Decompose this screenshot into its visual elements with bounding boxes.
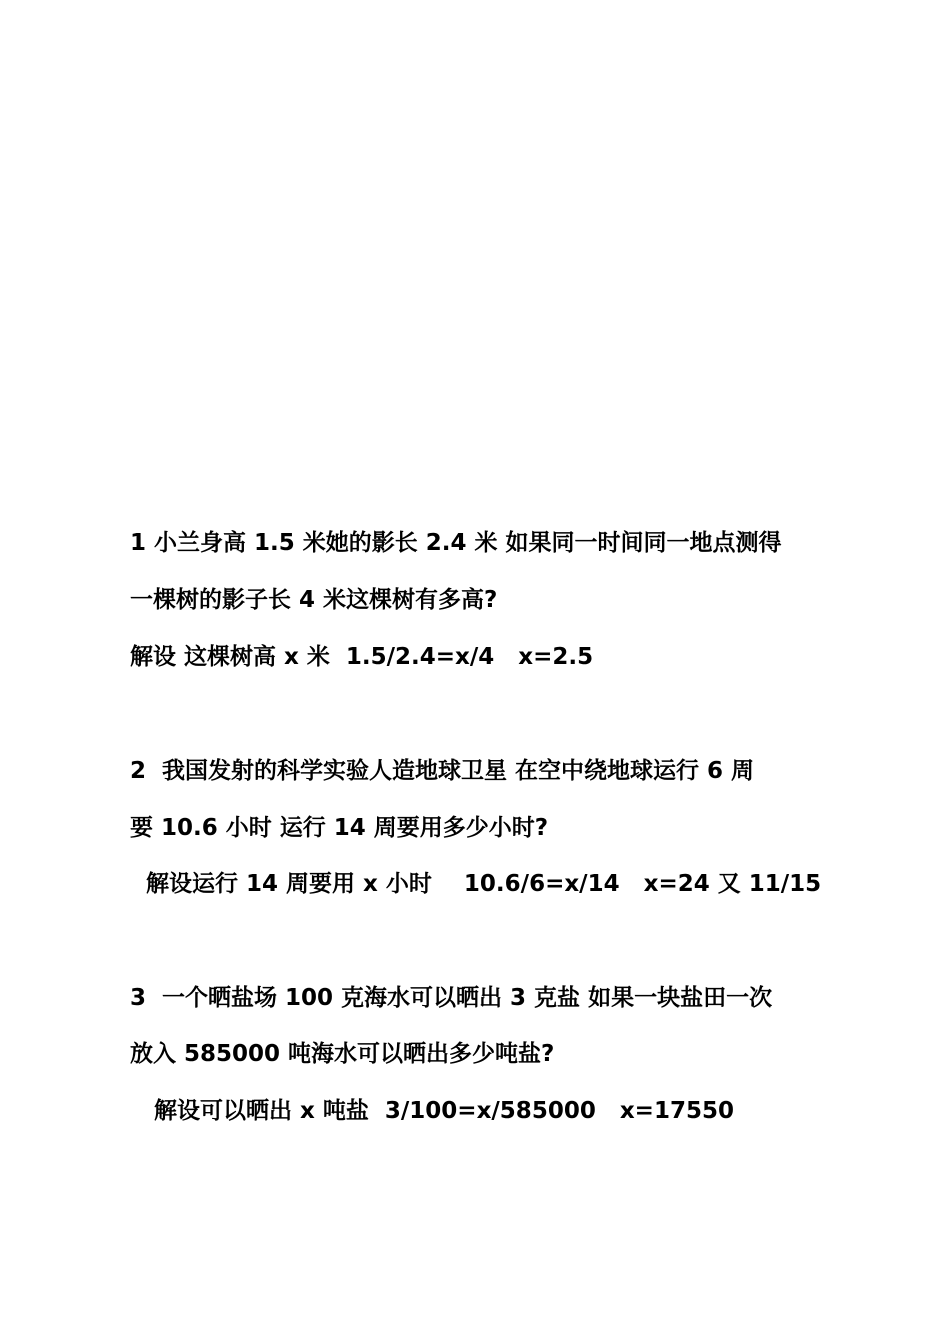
problem-2-question-line-2: 要 10.6 小时 运行 14 周要用多少小时? [130, 815, 549, 841]
problem-1-question-line-1: 1 小兰身高 1.5 米她的影长 2.4 米 如果同一时间同一地点测得 [130, 530, 782, 556]
problem-3-question-line-2: 放入 585000 吨海水可以晒出多少吨盐? [130, 1041, 555, 1067]
problem-2-question-line-1: 2 我国发射的科学实验人造地球卫星 在空中绕地球运行 6 周 [130, 758, 755, 784]
problem-1-question-line-2: 一棵树的影子长 4 米这棵树有多高? [130, 587, 498, 613]
problem-1-solution: 解设 这棵树高 x 米 1.5/2.4=x/4 x=2.5 [130, 644, 594, 670]
problem-3-solution: 解设可以晒出 x 吨盐 3/100=x/585000 x=17550 [130, 1098, 734, 1124]
problem-2-solution: 解设运行 14 周要用 x 小时 10.6/6=x/14 x=24 又 11/15 [130, 871, 822, 897]
problem-3-question-line-1: 3 一个晒盐场 100 克海水可以晒出 3 克盐 如果一块盐田一次 [130, 985, 773, 1011]
